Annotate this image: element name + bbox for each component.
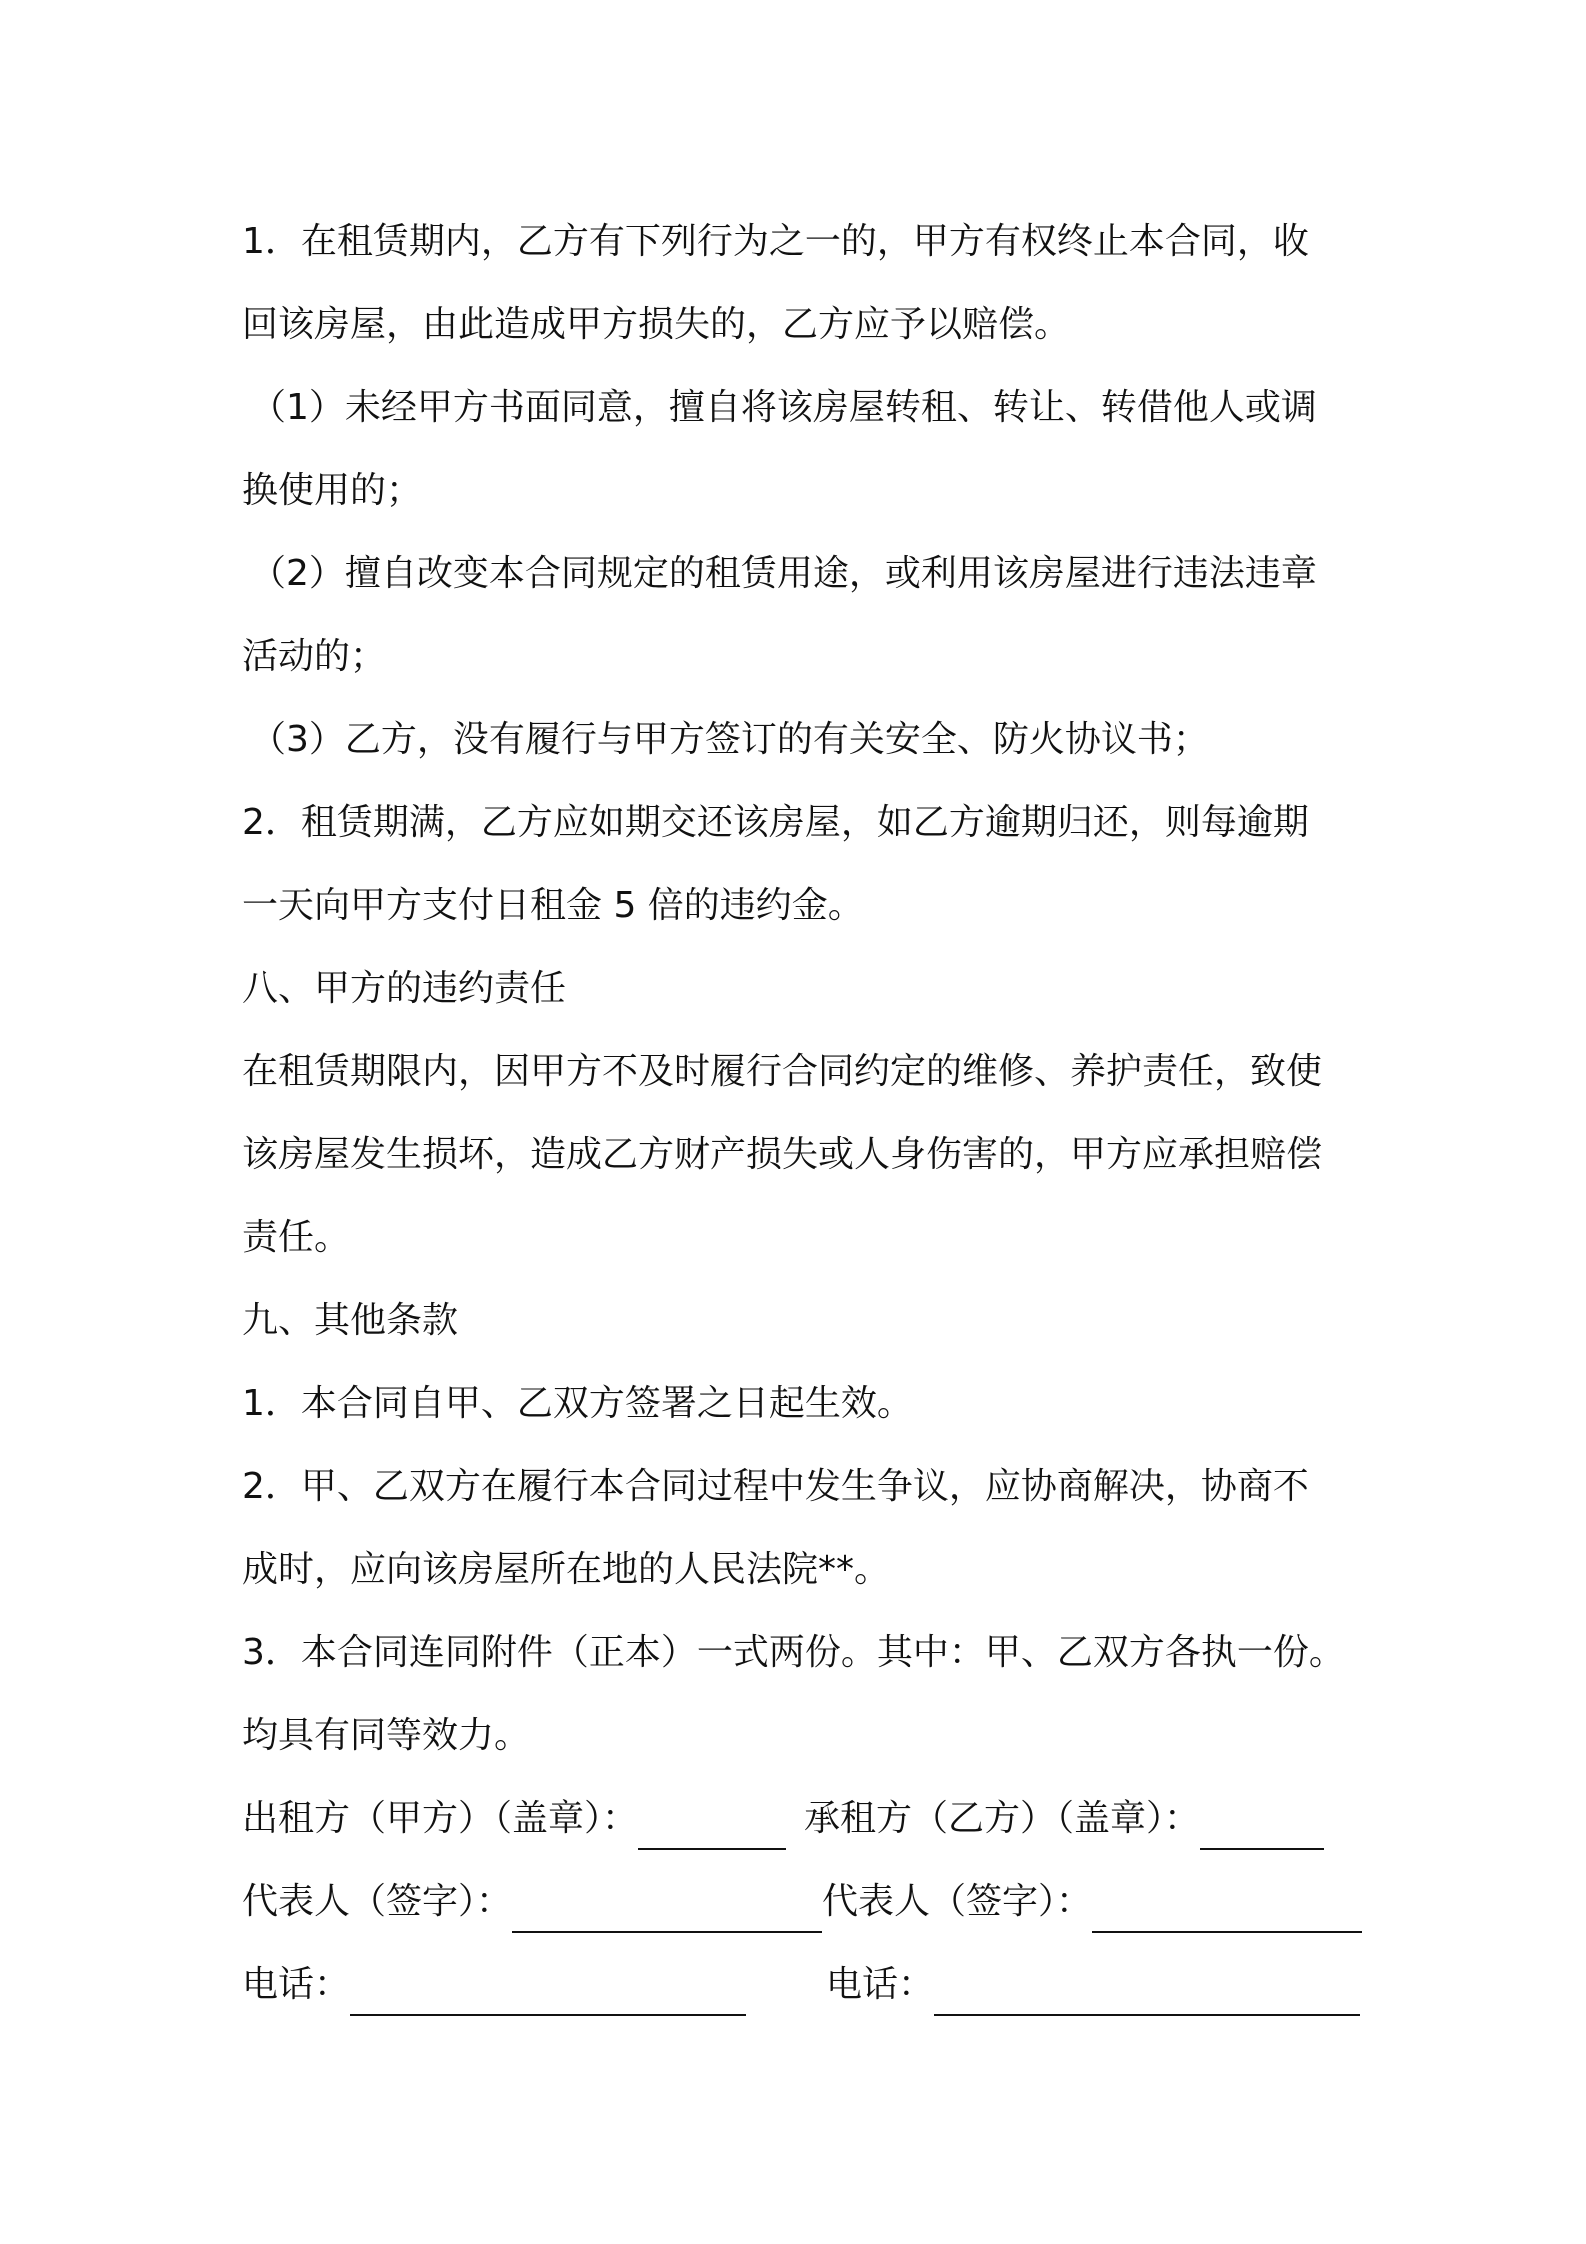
section-8-text-line-2: 该房屋发生损坏，造成乙方财产损失或人身伤害的，甲方应承担赔偿 (242, 1134, 1323, 1175)
lessee-seal-blank[interactable] (1200, 1798, 1324, 1850)
clause-7-1-line-2: 回该房屋，由此造成甲方损失的，乙方应予以赔偿。 (242, 304, 1071, 345)
lessee-phone-blank[interactable] (934, 1964, 1360, 2016)
lessee-phone-field (826, 1943, 1360, 2026)
clause-9-3-line-2: 均具有同等效力。 (242, 1715, 531, 1756)
lessor-seal-blank[interactable] (638, 1798, 786, 1850)
clause-9-3-line-1: 3．本合同连同附件（正本）一式两份。其中：甲、乙双方各执一份。 (242, 1632, 1345, 1673)
lessee-rep-label: 代表人（签字）： (822, 1881, 1093, 1922)
phone-row (242, 1943, 1362, 2026)
clause-7-2-line-2: 一天向甲方支付日租金 5 倍的违约金。 (242, 885, 864, 926)
clause-7-1-item-3: （3）乙方，没有履行与甲方签订的有关安全、防火协议书； (250, 719, 1209, 760)
section-8-heading: 八、甲方的违约责任 (242, 968, 567, 1009)
lessor-phone-blank[interactable] (350, 1964, 746, 2016)
clause-9-2-line-1: 2．甲、乙双方在履行本合同过程中发生争议，应协商解决，协商不 (242, 1466, 1309, 1507)
representative-row (242, 1860, 1362, 1943)
clause-7-1-item-1-line-1: （1）未经甲方书面同意，擅自将该房屋转租、转让、转借他人或调 (250, 387, 1317, 428)
lessor-rep-blank[interactable] (512, 1881, 822, 1933)
clause-9-1: 1．本合同自甲、乙双方签署之日起生效。 (242, 1383, 913, 1424)
lessor-rep-field (242, 1860, 822, 1943)
contract-page (242, 200, 1362, 2026)
lessee-phone-label: 电话： (826, 1964, 935, 2005)
clause-7-1-item-2-line-1: （2）擅自改变本合同规定的租赁用途，或利用该房屋进行违法违章 (250, 553, 1317, 594)
lessee-seal-field (804, 1777, 1324, 1860)
section-9-heading: 九、其他条款 (242, 1300, 459, 1341)
clause-7-2-line-1: 2．租赁期满，乙方应如期交还该房屋，如乙方逾期归还，则每逾期 (242, 802, 1309, 843)
lessor-phone-field (242, 1943, 746, 2026)
clause-7-1-item-1-line-2: 换使用的； (242, 470, 423, 511)
section-8-text-line-1: 在租赁期限内，因甲方不及时履行合同约定的维修、养护责任，致使 (242, 1051, 1323, 1092)
clause-7-1-item-2-line-2: 活动的； (242, 636, 387, 677)
lessee-rep-blank[interactable] (1092, 1881, 1362, 1933)
seal-row (242, 1777, 1362, 1860)
clause-7-1-line-1: 1．在租赁期内，乙方有下列行为之一的，甲方有权终止本合同，收 (242, 221, 1309, 262)
lessee-seal-label: 承租方（乙方）（盖章）： (804, 1798, 1201, 1839)
lessor-seal-label: 出租方（甲方）（盖章）： (242, 1798, 639, 1839)
lessor-rep-label: 代表人（签字）： (242, 1881, 513, 1922)
lessor-phone-label: 电话： (242, 1964, 351, 2005)
section-8-text-line-3: 责任。 (242, 1217, 351, 1258)
lessor-seal-field (242, 1777, 786, 1860)
lessee-rep-field (822, 1860, 1362, 1943)
clause-9-2-line-2: 成时，应向该房屋所在地的人民法院**。 (242, 1549, 891, 1590)
